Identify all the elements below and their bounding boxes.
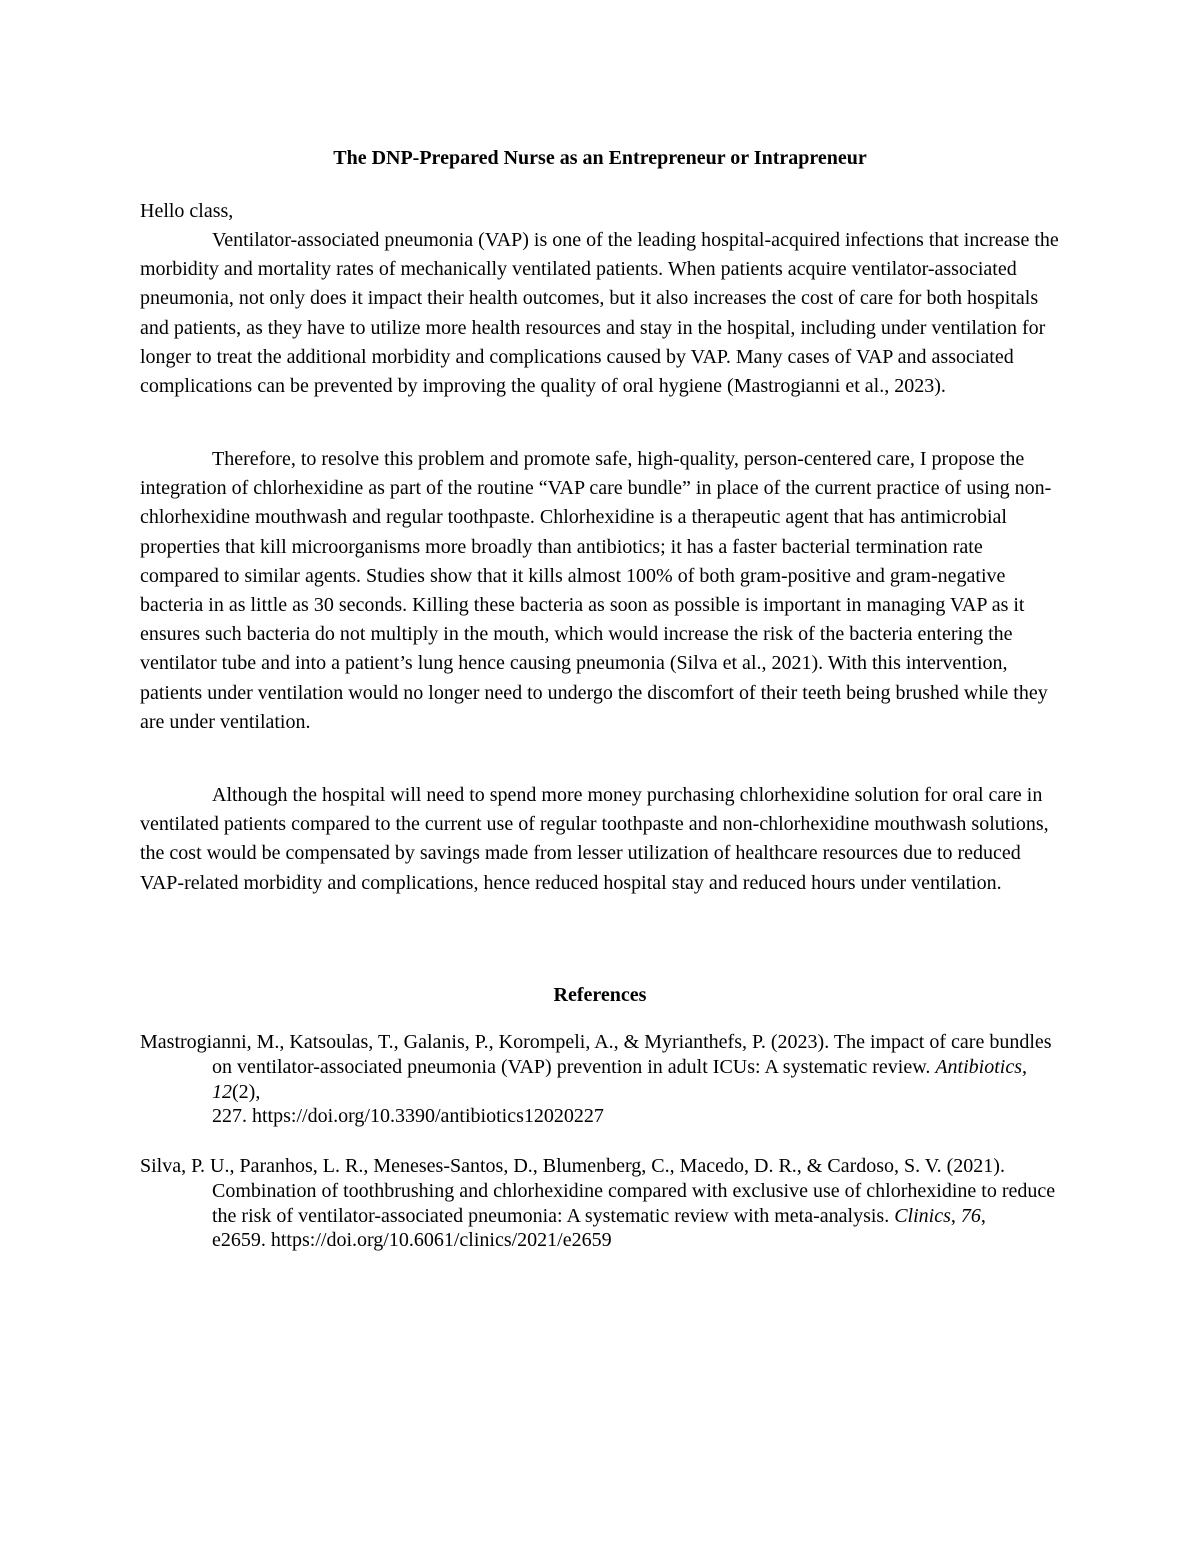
- reference-journal: Clinics: [894, 1204, 951, 1227]
- greeting: Hello class,: [140, 200, 234, 222]
- reference-entry: [140, 1030, 1060, 1129]
- reference-entry: [140, 1154, 1060, 1253]
- reference-separator: ,: [950, 1204, 961, 1227]
- document-title: The DNP-Prepared Nurse as an Entrepreneur or Intrapreneur: [333, 147, 867, 169]
- paragraph-1: Ventilator-associated pneumonia (VAP) is one of the leading hospital-acquired infections that increase the morbidity and mortality rates of mechanically ventilated patients. When patients acquire ventilator-associated pneumonia, not only does it impact their health outcomes, but it also increases the cost of care for both hospitals and patients, as they have to utilize more health resources and stay in the hospital, including under ventilation for longer to treat the additional morbidity and complications caused by VAP. Many cases of VAP and associated complications can be prevented by improving the quality of oral hygiene (Mastrogianni et al., 2023).: [140, 229, 1059, 398]
- paragraph-2: Therefore, to resolve this problem and promote safe, high-quality, person-centered care, I propose the integration of chlorhexidine as part of the routine “VAP care bundle” in place of the current practice of using non-chlorhexidine mouthwash and regular toothpaste. Chlorhexidine is a therapeutic agent that has antimicrobial properties that kill microorganisms more broadly than antibiotics; it has a faster bacterial termination rate compared to similar agents. Studies show that it kills almost 100% of both gram-positive and gram-negative bacteria in as little as 30 seconds. Killing these bacteria as soon as possible is important in managing VAP as it ensures such bacteria do not multiply in the mouth, which would increase the risk of the bacteria entering the ventilator tube and into a patient’s lung hence causing pneumonia (Silva et al., 2021). With this intervention, patients under ventilation would no longer need to undergo the discomfort of their teeth being brushed while they are under ventilation.: [140, 448, 1052, 733]
- reference-volume: 12: [212, 1080, 232, 1103]
- reference-volume: 76: [960, 1204, 981, 1227]
- reference-issue: ,: [980, 1204, 986, 1227]
- reference-citation: Mastrogianni, M., Katsoulas, T., Galanis, P., Korompeli, A., & Myrianthefs, P. (2023). The impact of care bundles on ventilator-associated pneumonia (VAP) prevention in adult ICUs: A systematic review.: [140, 1031, 1052, 1078]
- references-heading: References: [553, 984, 647, 1006]
- reference-doi[interactable]: e2659. https://doi.org/10.6061/clinics/2021/e2659: [212, 1229, 612, 1252]
- reference-separator: ,: [1022, 1055, 1028, 1078]
- reference-citation: Silva, P. U., Paranhos, L. R., Meneses-Santos, D., Blumenberg, C., Macedo, D. R., & Cardoso, S. V. (2021). Combination of toothbrushing and chlorhexidine compared with exclusive use of chlorhexidine to reduce the risk of ventilator-associated pneumonia: A systematic review with meta-analysis.: [140, 1155, 1056, 1227]
- reference-doi[interactable]: 227. https://doi.org/10.3390/antibiotics12020227: [212, 1105, 604, 1128]
- reference-journal: Antibiotics: [935, 1055, 1023, 1078]
- reference-issue: (2),: [232, 1080, 261, 1103]
- paragraph-3: Although the hospital will need to spend more money purchasing chlorhexidine solution for oral care in ventilated patients compared to the current use of regular toothpaste and non-chlorhexidine mouthwash solutions, the cost would be compensated by savings made from lesser utilization of healthcare resources due to reduced VAP-related morbidity and complications, hence reduced hospital stay and reduced hours under ventilation.: [140, 784, 1049, 894]
